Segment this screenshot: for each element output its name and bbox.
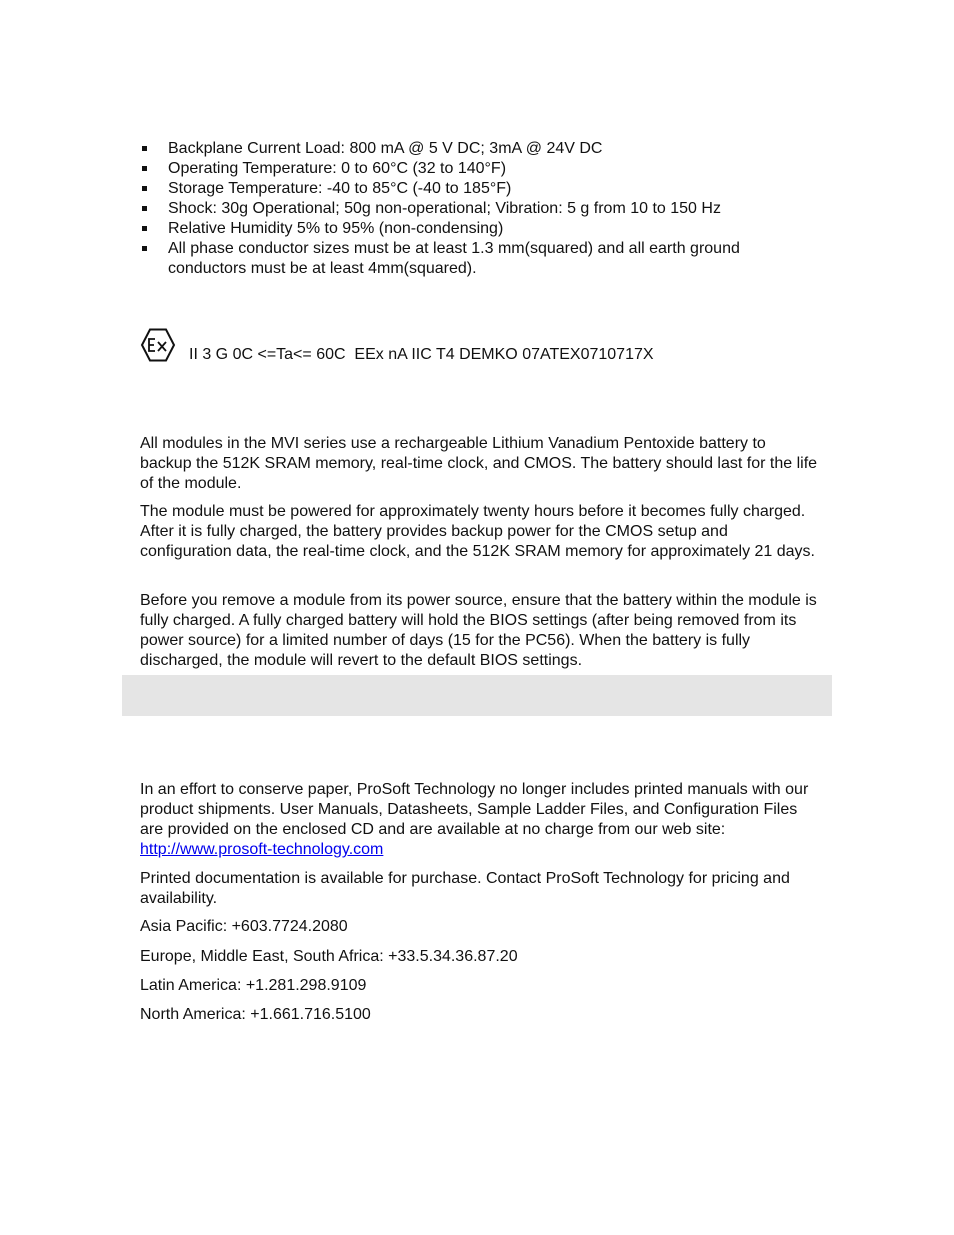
bullet-square-icon bbox=[142, 166, 147, 171]
ex-hexagon-icon bbox=[140, 328, 176, 362]
bullet-square-icon bbox=[142, 246, 147, 251]
bullet-square-icon bbox=[142, 206, 147, 211]
spec-text: Backplane Current Load: 800 mA @ 5 V DC; 3mA @ 24V DC bbox=[168, 140, 603, 157]
spec-text: All phase conductor sizes must be at least 1.3 mm(squared) and all earth ground conductors must be at least 4mm(squared). bbox=[168, 240, 740, 277]
website-link[interactable]: http://www.prosoft-technology.com bbox=[140, 841, 384, 858]
list-item bbox=[140, 219, 820, 239]
bullet-square-icon bbox=[142, 186, 147, 191]
docs-paragraph bbox=[140, 780, 820, 860]
contact-north-america: North America: +1.661.716.5100 bbox=[140, 1006, 371, 1023]
spec-text: Shock: 30g Operational; 50g non-operational; Vibration: 5 g from 10 to 150 Hz bbox=[168, 200, 721, 217]
bullet-square-icon bbox=[142, 146, 147, 151]
spec-text: Relative Humidity 5% to 95% (non-condensing) bbox=[168, 220, 504, 237]
battery-paragraph: Before you remove a module from its power source, ensure that the battery within the module is fully charged. A fully charged battery will hold the BIOS settings (after being removed from its power source) for a limited number of days (15 for the PC56). When the battery is fully discharged, the module will revert to the default BIOS settings. bbox=[140, 592, 817, 669]
list-item bbox=[140, 159, 820, 179]
spec-text: Storage Temperature: -40 to 85°C (-40 to 185°F) bbox=[168, 180, 512, 197]
battery-paragraph: All modules in the MVI series use a rechargeable Lithium Vanadium Pentoxide battery to backup the 512K SRAM memory, real-time clock, and CMOS. The battery should last for the life of the module. bbox=[140, 435, 818, 492]
atex-marking bbox=[140, 328, 840, 368]
docs-paragraph-text: In an effort to conserve paper, ProSoft Technology no longer includes printed manuals with our product shipments. User Manuals, Datasheets, Sample Ladder Files, and Configuration Files are provided on the enclosed CD and are available at no charge from our web site: bbox=[140, 781, 809, 838]
bullet-square-icon bbox=[142, 226, 147, 231]
atex-marking-text: II 3 G 0C <=Ta<= 60C EEx nA IIC T4 DEMKO 07ATEX0710717X bbox=[189, 346, 654, 363]
spec-text: Operating Temperature: 0 to 60°C (32 to 140°F) bbox=[168, 160, 507, 177]
section-divider-bar bbox=[122, 675, 832, 716]
contact-europe: Europe, Middle East, South Africa: +33.5.34.36.87.20 bbox=[140, 948, 518, 965]
list-item bbox=[140, 139, 820, 159]
list-item bbox=[140, 239, 820, 279]
contact-asia: Asia Pacific: +603.7724.2080 bbox=[140, 918, 348, 935]
battery-paragraph: The module must be powered for approximately twenty hours before it becomes fully charged. After it is fully charged, the battery provides backup power for the CMOS setup and configuration data, the real-time clock, and the 512K SRAM memory for approximately 21 days. bbox=[140, 503, 815, 560]
spec-list bbox=[140, 139, 820, 279]
list-item bbox=[140, 179, 820, 199]
list-item bbox=[140, 199, 820, 219]
contact-latin-america: Latin America: +1.281.298.9109 bbox=[140, 977, 367, 994]
docs-purchase-paragraph: Printed documentation is available for purchase. Contact ProSoft Technology for pricing and availability. bbox=[140, 870, 790, 907]
